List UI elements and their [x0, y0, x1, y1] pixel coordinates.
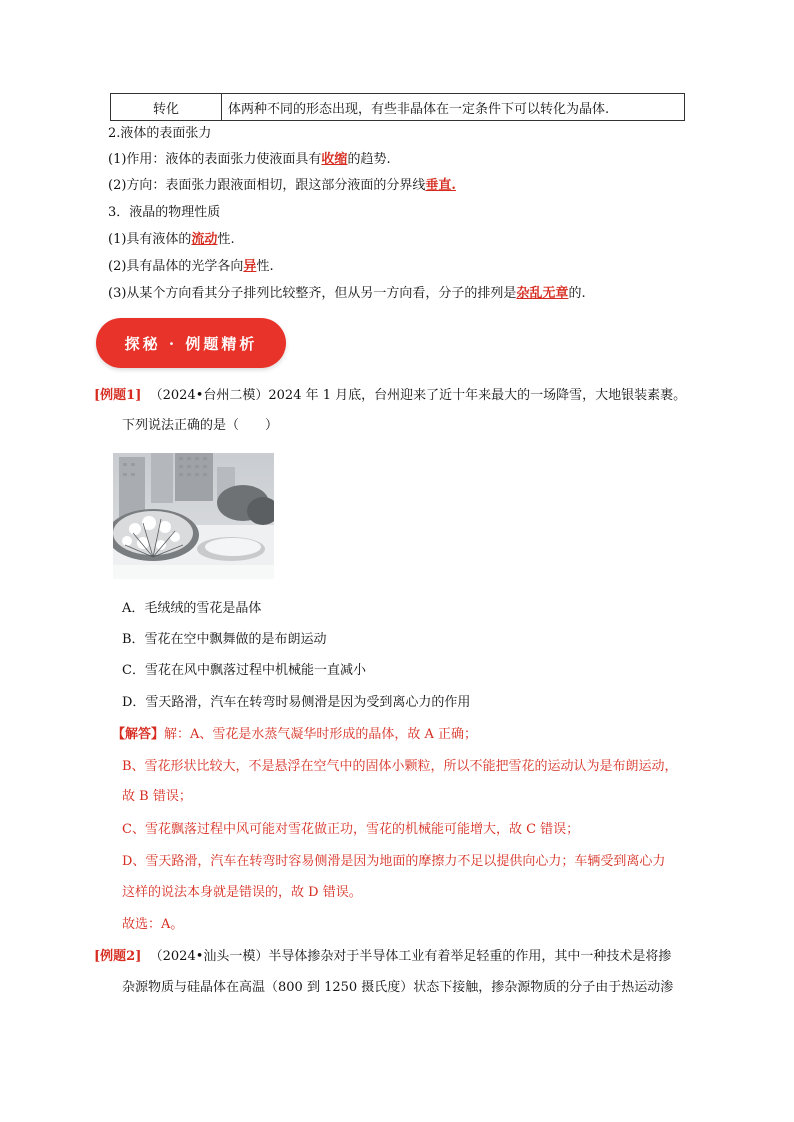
section-banner: 探秘 · 例题精析: [96, 318, 286, 368]
table-row-label: 转化: [111, 94, 222, 121]
section2-item2: (2)方向：表面张力跟液面相切，跟这部分液面的分界线垂直.: [108, 178, 456, 193]
section3-item3: (3)从某个方向看其分子排列比较整齐，但从另一方向看，分子的排列是杂乱无章的.: [108, 286, 586, 301]
section3-item2: (2)具有晶体的光学各向异性.: [108, 259, 274, 274]
option-d: D．雪天路滑，汽车在转弯时易侧滑是因为受到离心力的作用: [122, 695, 471, 710]
answer-line-d2: 这样的说法本身就是错误的，故 D 错误。: [122, 885, 362, 900]
key-term: 杂乱无章: [516, 286, 569, 301]
answer-line-d1: D、雪天路滑，汽车在转弯时容易侧滑是因为地面的摩擦力不足以提供向心力；车辆受到离心力: [122, 854, 666, 869]
table-row: [111, 94, 685, 121]
option-c: C．雪花在风中飘落过程中机械能一直减小: [122, 663, 366, 678]
key-term: 垂直.: [425, 178, 456, 193]
answer-choice: 故选：A。: [122, 917, 184, 932]
example1-label: [例题1]: [94, 388, 142, 403]
table-row-text: 体两种不同的形态出现，有些非晶体在一定条件下可以转化为晶体.: [222, 94, 685, 121]
example2-stem-line2: 杂源物质与硅晶体在高温（800 到 1250 摄氏度）状态下接触，掺杂源物质的分子由于热运动渗: [122, 980, 674, 995]
section3-heading: 3．液晶的物理性质: [108, 205, 221, 220]
property-table: [110, 93, 685, 121]
answer-tag: 【解答】: [112, 727, 165, 742]
section3-item1: (1)具有液体的流动性.: [108, 232, 235, 247]
key-term: 流动: [191, 232, 218, 247]
key-term: 异: [243, 259, 257, 274]
answer-line-b1: B、雪花形状比较大，不是悬浮在空气中的固体小颗粒，所以不能把雪花的运动认为是布朗运动，: [122, 759, 678, 774]
example2-stem-line1: [例题2] （2024•汕头一模）半导体掺杂对于半导体工业有着举足轻重的作用，其中一种技术是将掺: [94, 949, 672, 964]
example2-label: [例题2]: [94, 949, 142, 964]
snow-scene-image: [113, 453, 274, 579]
section2-item1: (1)作用：液体的表面张力使液面具有收缩的趋势.: [108, 152, 391, 167]
answer-line-b2: 故 B 错误；: [122, 789, 192, 804]
option-b: B．雪花在空中飘舞做的是布朗运动: [122, 632, 327, 647]
answer-line-a: 【解答】解：A、雪花是水蒸气凝华时形成的晶体，故 A 正确；: [112, 727, 478, 742]
key-term: 收缩: [321, 152, 348, 167]
section2-heading: 2.液体的表面张力: [108, 126, 212, 141]
option-a: A．毛绒绒的雪花是晶体: [122, 601, 262, 616]
example1-stem-line2: 下列说法正确的是（ ）: [122, 418, 279, 433]
example1-stem-line1: [例题1] （2024•台州二模）2024 年 1 月底，台州迎来了近十年来最大的一场降雪，大地银装素裹。: [94, 388, 687, 403]
answer-line-c: C、雪花飘落过程中风可能对雪花做正功，雪花的机械能可能增大，故 C 错误；: [122, 822, 580, 837]
snow-photo: [113, 453, 274, 579]
